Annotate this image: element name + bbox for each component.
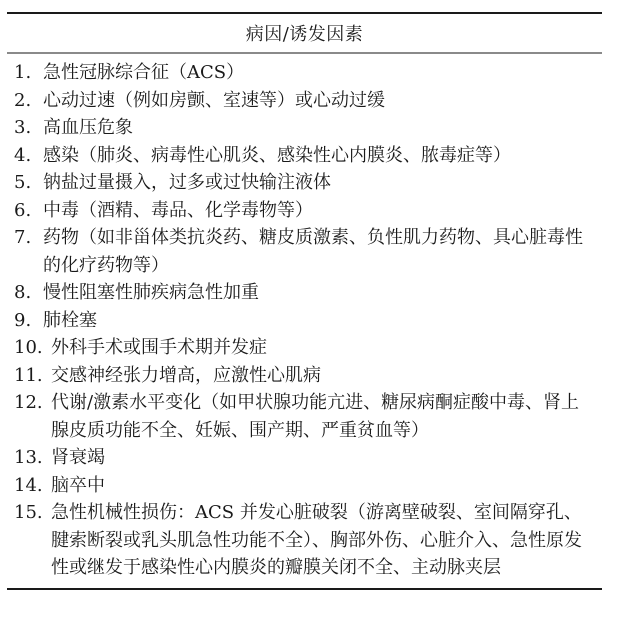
item-number: 1.	[14, 62, 32, 83]
list-item	[7, 59, 602, 87]
item-text: 中毒（酒精、毒品、化学毒物等）	[43, 199, 313, 221]
list-item	[7, 362, 602, 390]
item-number: 12.	[14, 392, 43, 413]
list-item	[7, 334, 602, 362]
item-number: 4.	[14, 144, 32, 166]
item-text: 药物（如非甾体类抗炎药、糖皮质激素、负性肌力药物、具心脏毒性的化疗药物等）	[43, 227, 583, 276]
item-number: 15.	[14, 502, 43, 523]
item-text: 慢性阻塞性肺疾病急性加重	[43, 282, 259, 303]
table-body	[7, 54, 602, 588]
item-text: 肾衰竭	[51, 447, 105, 468]
item-text: 急性冠脉综合征（ACS）	[43, 62, 245, 83]
list-item	[7, 142, 602, 170]
item-text: 急性机械性损伤：ACS 并发心脏破裂（游离壁破裂、室间隔穿孔、腱索断裂或乳头肌急性功能不全）、胸部外伤、心脏介入、急性原发性或继发于感染性心内膜炎的瓣膜关闭不全、主动脉夹层	[51, 502, 582, 578]
item-number: 2.	[14, 89, 32, 111]
item-text: 脑卒中	[51, 474, 105, 496]
list-item	[7, 499, 602, 582]
item-text: 交感神经张力增高，应激性心肌病	[51, 364, 321, 386]
list-item	[7, 87, 602, 115]
item-number: 11.	[14, 364, 43, 386]
item-number: 7.	[14, 227, 32, 248]
list-item	[7, 169, 602, 197]
item-text: 高血压危象	[43, 117, 133, 138]
item-number: 9.	[14, 309, 32, 331]
item-number: 13.	[14, 447, 43, 468]
list-item	[7, 114, 602, 142]
item-number: 3.	[14, 117, 32, 138]
list-item	[7, 197, 602, 225]
causes-table	[7, 12, 602, 590]
item-number: 8.	[14, 282, 32, 303]
list-item	[7, 444, 602, 472]
item-number: 6.	[14, 199, 32, 221]
item-number: 5.	[14, 172, 32, 193]
item-text: 外科手术或围手术期并发症	[51, 337, 267, 358]
item-text: 肺栓塞	[43, 309, 97, 331]
item-number: 14.	[14, 474, 43, 496]
bottom-rule	[7, 588, 602, 590]
item-number: 10.	[14, 337, 43, 358]
table-header: 病因/诱发因素	[245, 24, 364, 45]
list-item	[7, 224, 602, 279]
list-item	[7, 279, 602, 307]
item-text: 代谢/激素水平变化（如甲状腺功能亢进、糖尿病酮症酸中毒、肾上腺皮质功能不全、妊娠、围产期、严重贫血等）	[51, 392, 580, 441]
item-text: 心动过速（例如房颤、室速等）或心动过缓	[43, 89, 385, 111]
item-text: 钠盐过量摄入，过多或过快输注液体	[43, 172, 331, 193]
list-item	[7, 472, 602, 500]
item-text: 感染（肺炎、病毒性心肌炎、感染性心内膜炎、脓毒症等）	[43, 144, 511, 166]
list-item	[7, 389, 602, 444]
list-item	[7, 307, 602, 335]
